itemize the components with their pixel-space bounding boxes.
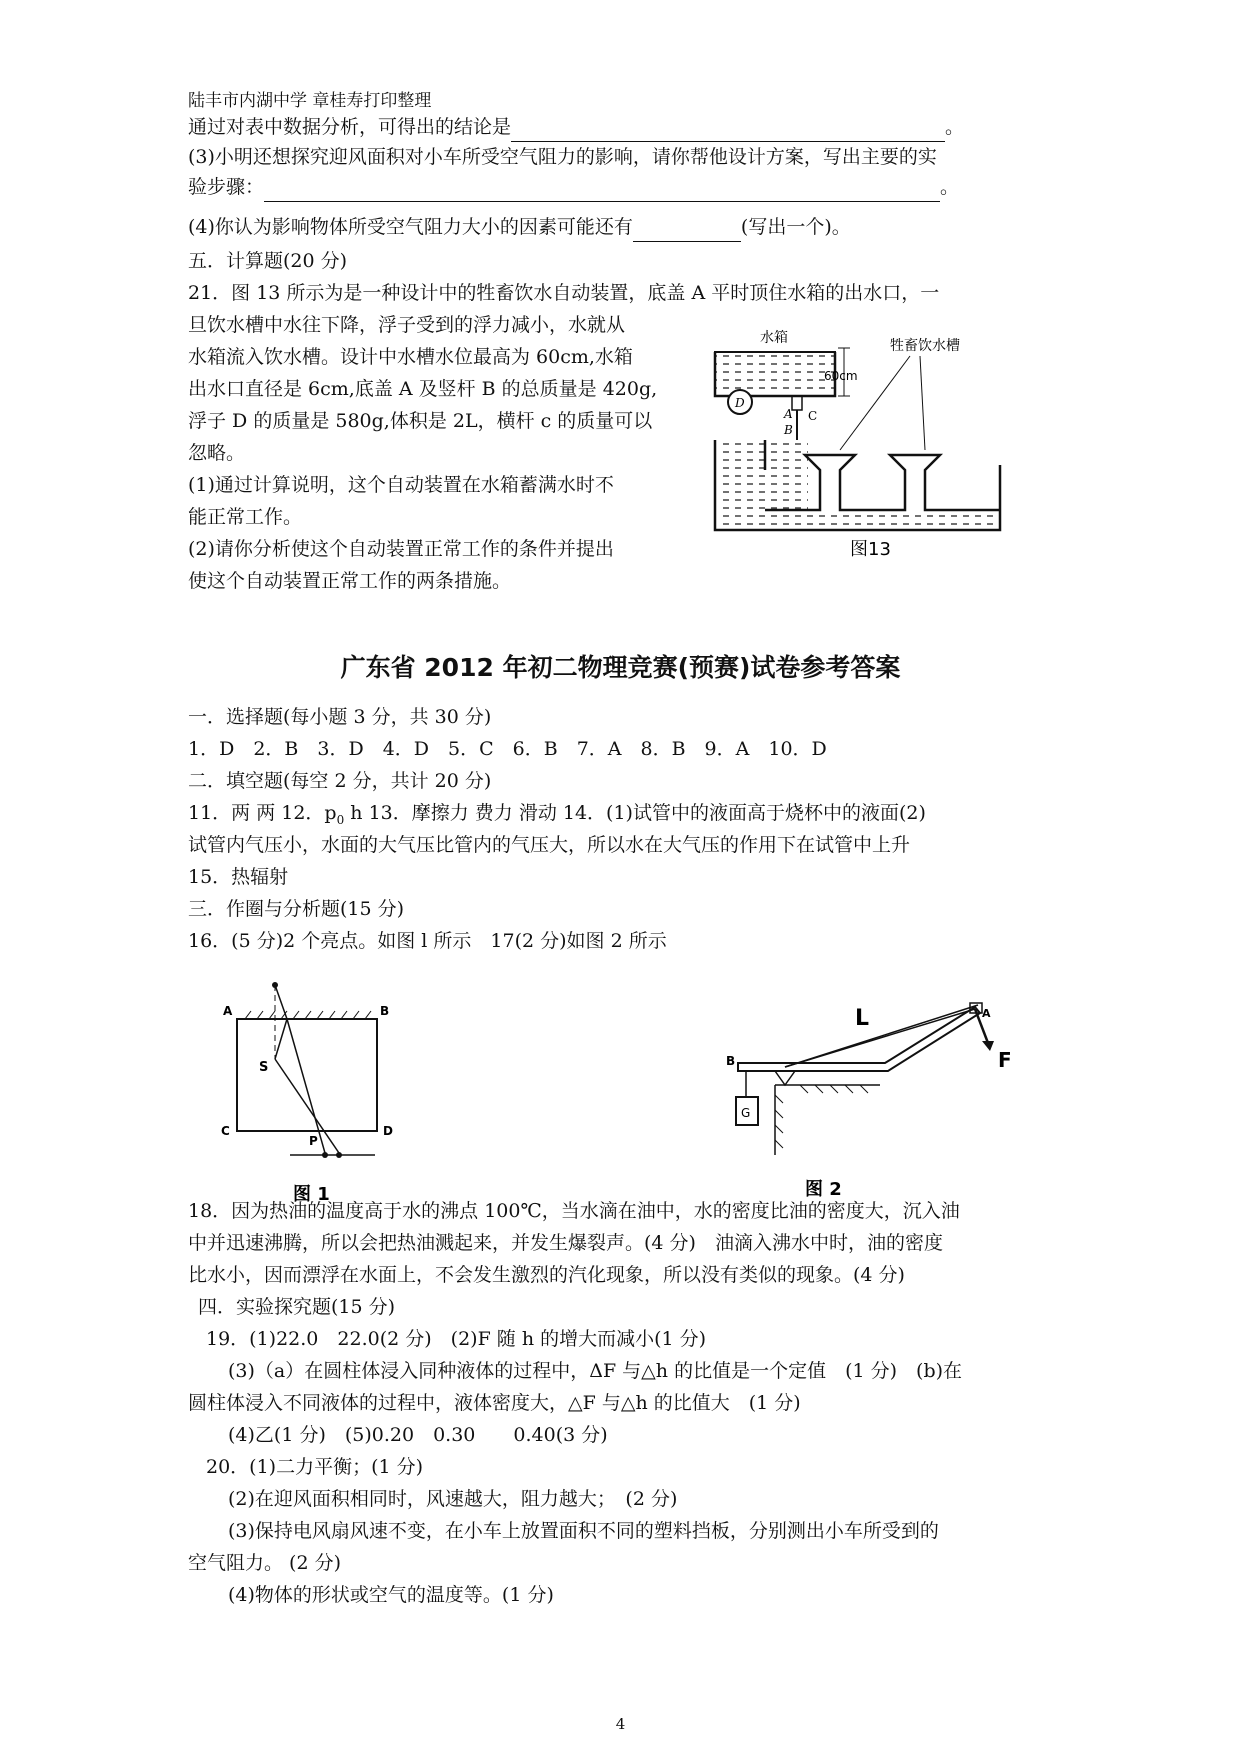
section-2-heading: 二．填空题(每空 2 分，共计 20 分) (188, 770, 492, 792)
figure-1 (215, 975, 415, 1205)
page-header: 陆丰市内湖中学 章桂寿打印整理 (188, 91, 432, 111)
answer-19-line-2: (3)（a）在圆柱体浸入同种液体的过程中，ΔF 与△h 的比值是一个定值 (1 分) (b)在 (228, 1360, 963, 1382)
fig1-label-a: A (223, 1004, 233, 1018)
fig2-label-a: A (982, 1007, 991, 1020)
problem-21-line-10: 使这个自动装置正常工作的两条措施。 (188, 570, 512, 592)
answer-19-line-4: (4)乙(1 分) (5)0.20 0.30 0.40(3 分) (228, 1424, 608, 1446)
question-4-text: (4)你认为影响物体所受空气阻力大小的因素可能还有 (188, 216, 633, 238)
answer-20-line-2: (2)在迎风面积相同时，风速越大，阻力越大； (2 分) (228, 1488, 678, 1510)
answer-19-line-3: 圆柱体浸入不同液体的过程中，液体密度大，△F 与△h 的比值大 (1 分) (188, 1392, 801, 1414)
subscript: 0 (336, 812, 345, 827)
question-4-line (188, 212, 851, 242)
fig2-label-l: L (855, 1006, 870, 1031)
question-3-line: (3)小明还想探究迎风面积对小车所受空气阻力的影响，请你帮他设计方案，写出主要的实 (188, 146, 937, 168)
answer-blank (264, 181, 940, 202)
problem-21-line-3: 水箱流入饮水槽。设计中水槽水位最高为 60cm,水箱 (188, 346, 633, 368)
problem-21-line-8: 能正常工作。 (188, 506, 303, 528)
answer-12-14-text: h 13．摩擦力 费力 滑动 14．(1)试管中的液面高于烧杯中的液面(2) (344, 802, 926, 824)
answers-title: 广东省 2012 年初二物理竞赛(预赛)试卷参考答案 (340, 653, 901, 682)
figure-13 (710, 320, 1050, 560)
answer-18-line-3: 比水小，因而漂浮在水面上，不会发生激烈的汽化现象，所以没有类似的现象。(4 分) (188, 1264, 905, 1286)
answer-16-17: 16．(5 分)2 个亮点。如图 l 所示 17(2 分)如图 2 所示 (188, 930, 667, 952)
conclusion-text: 通过对表中数据分析，可得出的结论是 (188, 116, 512, 138)
problem-21-line-7: (1)通过计算说明，这个自动装置在水箱蓄满水时不 (188, 474, 614, 496)
problem-21-line-6: 忽略。 (188, 442, 246, 464)
answer-20-line-3: (3)保持电风扇风速不变，在小车上放置面积不同的塑料挡板，分别测出小车所受到的 (228, 1520, 939, 1542)
answer-11-text: 11．两 两 12．p (188, 802, 337, 824)
problem-21-line-5: 浮子 D 的质量是 580g,体积是 2L，横杆 c 的质量可以 (188, 410, 653, 432)
period: 。 (940, 176, 960, 198)
steps-line (188, 172, 959, 202)
answer-14-cont: 试管内气压小，水面的大气压比管内的气压大，所以水在大气压的作用下在试管中上升 (188, 834, 911, 856)
problem-21-line-4: 出水口直径是 6cm,底盖 A 及竖杆 B 的总质量是 420g, (188, 378, 658, 400)
label-d: D (735, 396, 745, 410)
fig2-label-g: G (741, 1106, 751, 1120)
answer-15: 15．热辐射 (188, 866, 289, 888)
fig1-label-d: D (383, 1124, 393, 1138)
page-number: 4 (615, 1715, 626, 1733)
period: 。 (945, 116, 965, 138)
label-c: C (808, 409, 818, 423)
dimension-label: 60cm (824, 369, 858, 383)
answer-19-line-1: 19．(1)22.0 22.0(2 分) (2)F 随 h 的增大而减小(1 分) (206, 1328, 707, 1350)
problem-21-line-1: 21．图 13 所示为是一种设计中的牲畜饮水自动装置，底盖 A 平时顶住水箱的出水口，一 (188, 282, 940, 304)
label-a: A (784, 407, 793, 421)
figure-2 (720, 985, 1020, 1205)
figure-13-caption: 图13 (850, 539, 891, 560)
problem-21-line-2: 旦饮水槽中水往下降，浮子受到的浮力减小，水就从 (188, 314, 626, 336)
section-1-heading: 一．选择题(每小题 3 分，共 30 分) (188, 706, 492, 728)
answer-18-line-2: 中并迅速沸腾，所以会把热油溅起来，并发生爆裂声。(4 分) 油滴入沸水中时，油的密度 (188, 1232, 943, 1254)
section-5-heading: 五．计算题(20 分) (188, 250, 348, 272)
fig2-caption: 图 2 (805, 1179, 842, 1200)
answer-blank (511, 121, 945, 142)
conclusion-line (188, 112, 964, 142)
section-4-heading: 四．实验探究题(15 分) (198, 1296, 396, 1318)
fig1-caption: 图 1 (293, 1184, 330, 1205)
answer-20-line-4: 空气阻力。 (2 分) (188, 1552, 341, 1574)
fig1-label-b: B (380, 1004, 390, 1018)
fig1-label-s: S (259, 1060, 269, 1075)
fig1-label-p: P (309, 1134, 318, 1148)
answer-20-line-5: (4)物体的形状或空气的温度等。(1 分) (228, 1584, 554, 1606)
fig1-label-c: C (221, 1124, 230, 1138)
fig2-label-b: B (726, 1054, 736, 1068)
label-b: B (784, 423, 793, 437)
section-1-answers: 1．D 2．B 3．D 4．D 5．C 6．B 7．A 8．B 9．A 10．D (188, 738, 827, 760)
question-4-note: (写出一个)。 (740, 216, 851, 238)
answer-18-line-1: 18．因为热油的温度高于水的沸点 100℃，当水滴在油中，水的密度比油的密度大，沉入油 (188, 1200, 960, 1222)
tank-label: 水箱 (760, 330, 788, 346)
answer-20-line-1: 20．(1)二力平衡；(1 分) (206, 1456, 424, 1478)
steps-text: 验步骤： (188, 176, 265, 198)
trough-label: 牲畜饮水槽 (890, 338, 960, 354)
problem-21-line-9: (2)请你分析使这个自动装置正常工作的条件并提出 (188, 538, 614, 560)
section-3-heading: 三．作圈与分析题(15 分) (188, 898, 405, 920)
answer-blank (633, 221, 741, 242)
fig2-label-f: F (998, 1048, 1012, 1072)
